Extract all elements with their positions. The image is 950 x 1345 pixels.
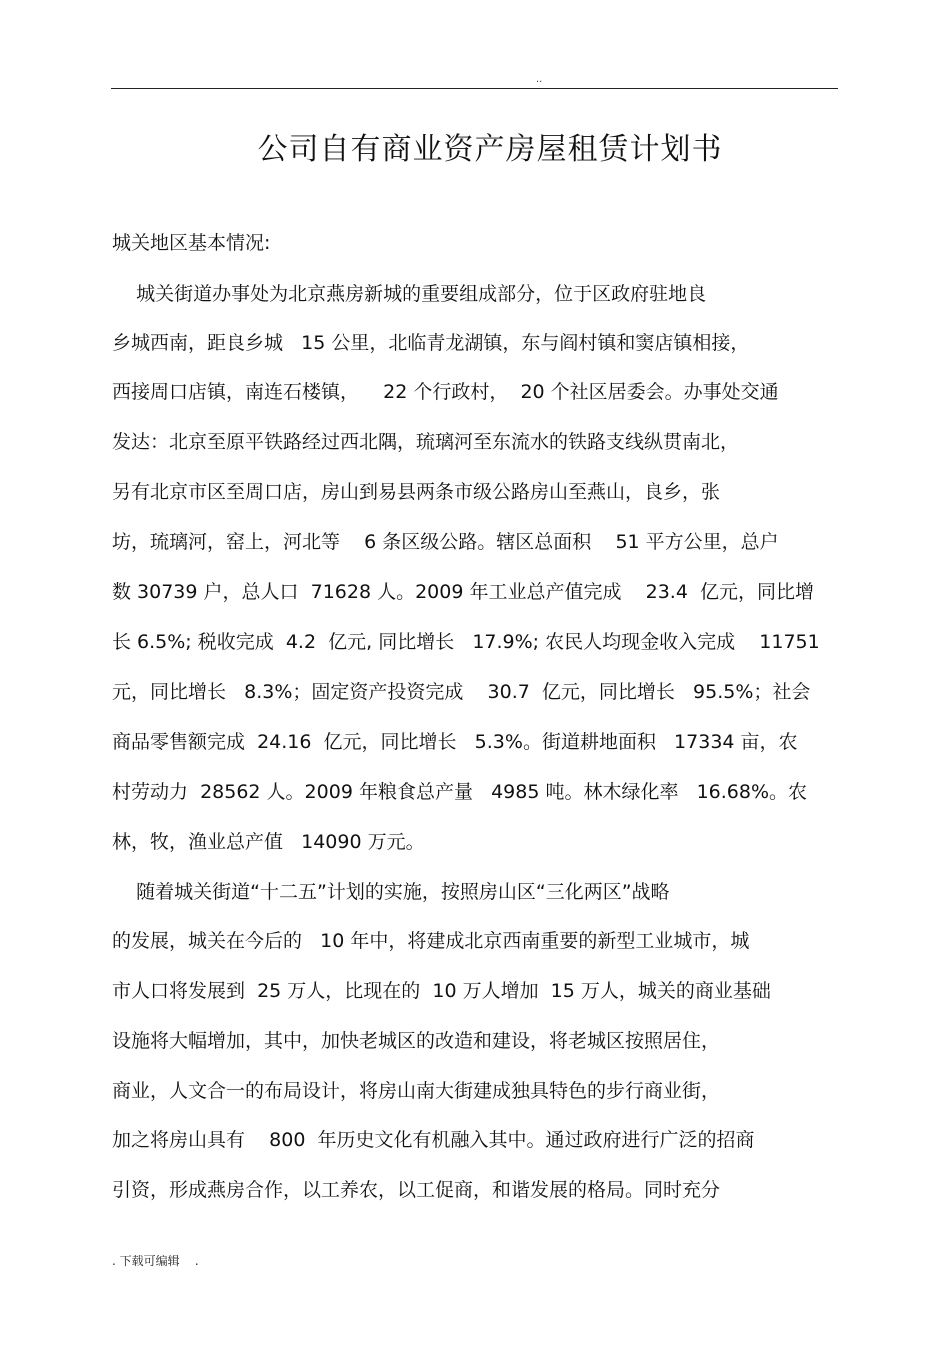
text-line: 坊，琉璃河，窑上，河北等 6 条区级公路。辖区总面积 51 平方公里，总户 [112, 531, 779, 553]
header-mark: .. [536, 74, 543, 85]
text-line: 设施将大幅增加，其中，加快老城区的改造和建设，将老城区按照居住， [112, 1030, 721, 1052]
text-line: 另有北京市区至周口店，房山到易县两条市级公路房山至燕山，良乡，张 [112, 481, 721, 503]
text-line: 市人口将发展到 25 万人，比现在的 10 万人增加 15 万人，城关的商业基础 [112, 980, 771, 1002]
text-line: 元，同比增长 8.3%；固定资产投资完成 30.7 亿元，同比增长 95.5%；社会 [112, 681, 811, 703]
text-line: 西接周口店镇，南连石楼镇， 22 个行政村， 20 个社区居委会。办事处交通 [112, 381, 779, 403]
text-line: 村劳动力 28562 人。2009 年粮食总产量 4985 吨。林木绿化率 16.68%。农 [112, 781, 808, 803]
text-line: 发达：北京至原平铁路经过西北隅，琉璃河至东流水的铁路支线纵贯南北， [112, 431, 740, 453]
text-line: 引资，形成燕房合作，以工养农，以工促商，和谐发展的格局。同时充分 [112, 1179, 721, 1201]
text-line: 长 6.5%; 税收完成 4.2 亿元, 同比增长 17.9%; 农民人均现金收入完成 11751 [112, 631, 820, 653]
text-line: 加之将房山具有 800 年历史文化有机融入其中。通过政府进行广泛的招商 [112, 1129, 755, 1151]
footer-note: . 下载可编辑 . [112, 1254, 199, 1268]
text-line: 乡城西南，距良乡城 15 公里，北临青龙湖镇，东与阎村镇和窦店镇相接， [112, 332, 750, 354]
header-rule [111, 88, 838, 89]
text-line: 商品零售额完成 24.16 亿元，同比增长 5.3%。街道耕地面积 17334 亩，农 [112, 731, 798, 753]
text-line: 随着城关街道“十二五”计划的实施，按照房山区“三化两区”战略 [112, 881, 670, 903]
page-title: 公司自有商业资产房屋租赁计划书 [257, 132, 723, 167]
text-line: 的发展，城关在今后的 10 年中，将建成北京西南重要的新型工业城市，城 [112, 930, 750, 952]
text-line: 城关街道办事处为北京燕房新城的重要组成部分，位于区政府驻地良 [112, 283, 707, 305]
text-line: 商业，人文合一的布局设计，将房山南大街建成独具特色的步行商业街， [112, 1080, 721, 1102]
text-line: 林，牧，渔业总产值 14090 万元。 [112, 831, 425, 853]
section-heading: 城关地区基本情况: [112, 232, 271, 254]
text-line: 数 30739 户，总人口 71628 人。2009 年工业总产值完成 23.4 亿元，同比增 [112, 581, 815, 603]
